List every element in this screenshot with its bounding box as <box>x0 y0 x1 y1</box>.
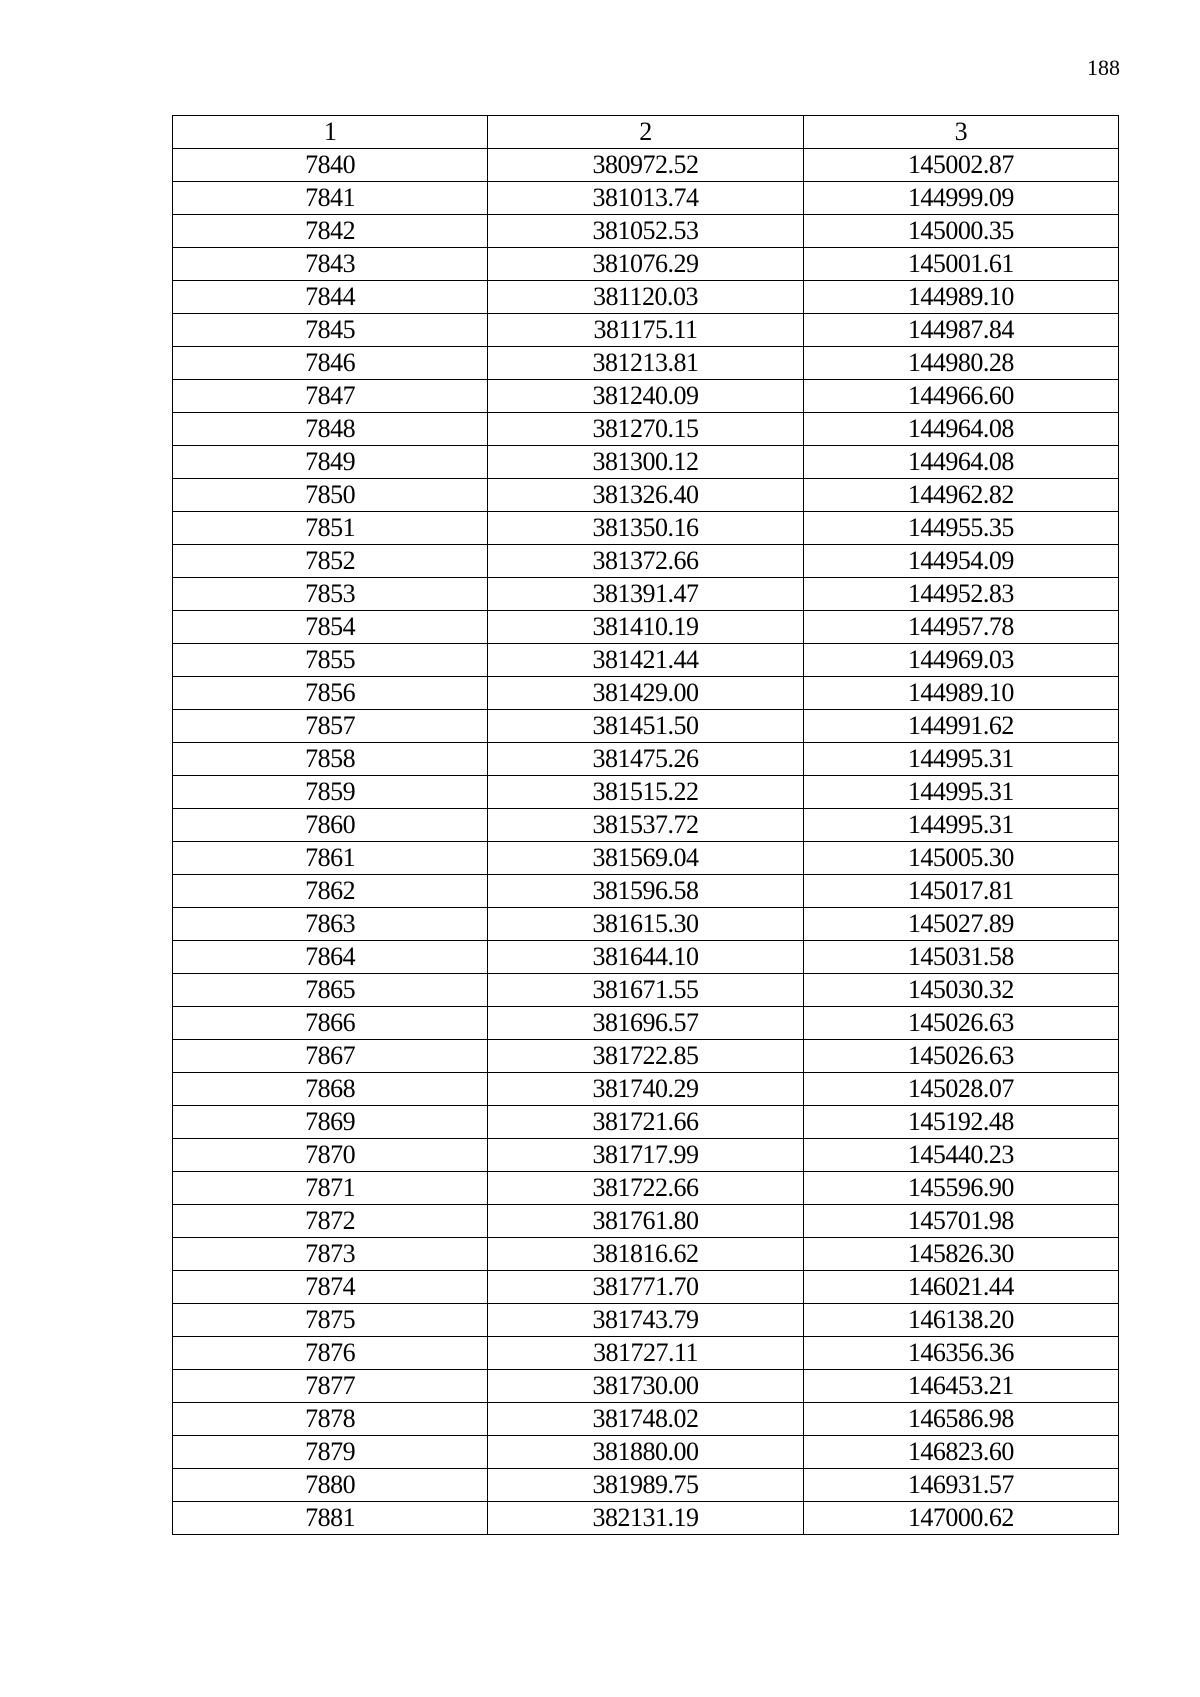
table-cell-col-1: 7855 <box>173 644 488 677</box>
table-cell-col-1: 7853 <box>173 578 488 611</box>
table-cell-col-3: 144954.09 <box>803 545 1118 578</box>
table-row <box>173 1007 1119 1040</box>
table-cell-col-3: 145017.81 <box>803 875 1118 908</box>
table-row <box>173 1073 1119 1106</box>
column-header-3: 3 <box>803 116 1118 149</box>
table-cell-col-1: 7865 <box>173 974 488 1007</box>
table-row <box>173 215 1119 248</box>
coordinates-table <box>172 115 1119 1535</box>
table-cell-col-1: 7842 <box>173 215 488 248</box>
table-row <box>173 1469 1119 1502</box>
table-cell-col-1: 7857 <box>173 710 488 743</box>
table-row <box>173 875 1119 908</box>
table-cell-col-2: 381816.62 <box>488 1238 803 1271</box>
table-row <box>173 512 1119 545</box>
table-row <box>173 908 1119 941</box>
table-cell-col-3: 144966.60 <box>803 380 1118 413</box>
table-cell-col-3: 144962.82 <box>803 479 1118 512</box>
table-cell-col-3: 144957.78 <box>803 611 1118 644</box>
table-cell-col-1: 7874 <box>173 1271 488 1304</box>
table-row <box>173 743 1119 776</box>
table-cell-col-1: 7861 <box>173 842 488 875</box>
table-cell-col-3: 145192.48 <box>803 1106 1118 1139</box>
table-cell-col-2: 382131.19 <box>488 1502 803 1535</box>
table-row <box>173 314 1119 347</box>
table-cell-col-1: 7877 <box>173 1370 488 1403</box>
table-cell-col-1: 7856 <box>173 677 488 710</box>
table-cell-col-2: 381350.16 <box>488 512 803 545</box>
table-cell-col-3: 144995.31 <box>803 743 1118 776</box>
table-body <box>173 149 1119 1535</box>
table-cell-col-2: 381569.04 <box>488 842 803 875</box>
column-header-2: 2 <box>488 116 803 149</box>
table-cell-col-2: 381880.00 <box>488 1436 803 1469</box>
table-cell-col-3: 145001.61 <box>803 248 1118 281</box>
table-row <box>173 842 1119 875</box>
table-cell-col-3: 144999.09 <box>803 182 1118 215</box>
table-cell-col-2: 381052.53 <box>488 215 803 248</box>
table-row <box>173 1205 1119 1238</box>
table-cell-col-2: 381596.58 <box>488 875 803 908</box>
table-cell-col-3: 146823.60 <box>803 1436 1118 1469</box>
table-cell-col-3: 144989.10 <box>803 677 1118 710</box>
table-row <box>173 1238 1119 1271</box>
table-cell-col-1: 7871 <box>173 1172 488 1205</box>
table-cell-col-1: 7854 <box>173 611 488 644</box>
table-cell-col-2: 381410.19 <box>488 611 803 644</box>
table-row <box>173 1139 1119 1172</box>
table-row <box>173 809 1119 842</box>
table-cell-col-1: 7850 <box>173 479 488 512</box>
table-row <box>173 1172 1119 1205</box>
table-cell-col-1: 7858 <box>173 743 488 776</box>
page-number: 188 <box>1087 55 1120 80</box>
table-cell-col-2: 381722.66 <box>488 1172 803 1205</box>
table-cell-col-1: 7844 <box>173 281 488 314</box>
table-cell-col-2: 381515.22 <box>488 776 803 809</box>
table-cell-col-3: 145701.98 <box>803 1205 1118 1238</box>
table-cell-col-2: 381391.47 <box>488 578 803 611</box>
table-cell-col-2: 381372.66 <box>488 545 803 578</box>
table-row <box>173 1403 1119 1436</box>
table-cell-col-1: 7862 <box>173 875 488 908</box>
table-header <box>173 116 1119 149</box>
table-cell-col-1: 7852 <box>173 545 488 578</box>
table-row <box>173 1271 1119 1304</box>
table-cell-col-3: 145596.90 <box>803 1172 1118 1205</box>
table-cell-col-1: 7864 <box>173 941 488 974</box>
table-cell-col-2: 381175.11 <box>488 314 803 347</box>
table-cell-col-1: 7872 <box>173 1205 488 1238</box>
table-cell-col-1: 7869 <box>173 1106 488 1139</box>
table-cell-col-1: 7845 <box>173 314 488 347</box>
table-cell-col-3: 145005.30 <box>803 842 1118 875</box>
table-cell-col-2: 381740.29 <box>488 1073 803 1106</box>
table-cell-col-2: 381475.26 <box>488 743 803 776</box>
table-cell-col-3: 144964.08 <box>803 446 1118 479</box>
table-cell-col-1: 7868 <box>173 1073 488 1106</box>
table-row <box>173 1337 1119 1370</box>
table-cell-col-3: 146356.36 <box>803 1337 1118 1370</box>
table-cell-col-2: 381717.99 <box>488 1139 803 1172</box>
table-cell-col-2: 381421.44 <box>488 644 803 677</box>
table-row <box>173 182 1119 215</box>
table-cell-col-3: 144987.84 <box>803 314 1118 347</box>
table-row <box>173 710 1119 743</box>
table-cell-col-3: 145002.87 <box>803 149 1118 182</box>
table-cell-col-1: 7840 <box>173 149 488 182</box>
table-cell-col-2: 381671.55 <box>488 974 803 1007</box>
table-cell-col-3: 145026.63 <box>803 1040 1118 1073</box>
table-cell-col-3: 144995.31 <box>803 776 1118 809</box>
table-cell-col-2: 381761.80 <box>488 1205 803 1238</box>
table-cell-col-2: 381743.79 <box>488 1304 803 1337</box>
table-row <box>173 380 1119 413</box>
table-cell-col-1: 7847 <box>173 380 488 413</box>
table-cell-col-3: 145028.07 <box>803 1073 1118 1106</box>
table-cell-col-3: 145030.32 <box>803 974 1118 1007</box>
table-cell-col-1: 7873 <box>173 1238 488 1271</box>
table-cell-col-1: 7881 <box>173 1502 488 1535</box>
table-cell-col-2: 381748.02 <box>488 1403 803 1436</box>
table-cell-col-3: 146021.44 <box>803 1271 1118 1304</box>
table-row <box>173 248 1119 281</box>
column-header-1: 1 <box>173 116 488 149</box>
table-cell-col-3: 144991.62 <box>803 710 1118 743</box>
table-row <box>173 1370 1119 1403</box>
table-cell-col-2: 381076.29 <box>488 248 803 281</box>
table-cell-col-2: 381771.70 <box>488 1271 803 1304</box>
table-cell-col-3: 146586.98 <box>803 1403 1118 1436</box>
table-row <box>173 941 1119 974</box>
table-cell-col-1: 7841 <box>173 182 488 215</box>
table-cell-col-2: 381696.57 <box>488 1007 803 1040</box>
table-cell-col-2: 381615.30 <box>488 908 803 941</box>
table-cell-col-1: 7859 <box>173 776 488 809</box>
table-cell-col-3: 145026.63 <box>803 1007 1118 1040</box>
table-cell-col-2: 380972.52 <box>488 149 803 182</box>
table-row <box>173 776 1119 809</box>
table-cell-col-3: 145031.58 <box>803 941 1118 974</box>
table-cell-col-1: 7880 <box>173 1469 488 1502</box>
table-cell-col-2: 381730.00 <box>488 1370 803 1403</box>
table-cell-col-3: 144995.31 <box>803 809 1118 842</box>
table-row <box>173 479 1119 512</box>
table-row <box>173 1304 1119 1337</box>
table-cell-col-1: 7851 <box>173 512 488 545</box>
table-cell-col-3: 145440.23 <box>803 1139 1118 1172</box>
table-cell-col-2: 381270.15 <box>488 413 803 446</box>
table-cell-col-2: 381213.81 <box>488 347 803 380</box>
table-cell-col-1: 7860 <box>173 809 488 842</box>
table-row <box>173 347 1119 380</box>
table-row <box>173 149 1119 182</box>
table-cell-col-1: 7878 <box>173 1403 488 1436</box>
table-cell-col-2: 381727.11 <box>488 1337 803 1370</box>
table-cell-col-2: 381721.66 <box>488 1106 803 1139</box>
table-cell-col-1: 7867 <box>173 1040 488 1073</box>
table-cell-col-3: 144952.83 <box>803 578 1118 611</box>
table-cell-col-3: 146931.57 <box>803 1469 1118 1502</box>
table-row <box>173 611 1119 644</box>
table-cell-col-2: 381120.03 <box>488 281 803 314</box>
table-cell-col-3: 144989.10 <box>803 281 1118 314</box>
table-cell-col-3: 147000.62 <box>803 1502 1118 1535</box>
table-cell-col-3: 144969.03 <box>803 644 1118 677</box>
table-cell-col-1: 7849 <box>173 446 488 479</box>
table-cell-col-3: 145027.89 <box>803 908 1118 941</box>
table-cell-col-2: 381722.85 <box>488 1040 803 1073</box>
table-row <box>173 644 1119 677</box>
table-cell-col-3: 146453.21 <box>803 1370 1118 1403</box>
table-row <box>173 545 1119 578</box>
table-cell-col-2: 381644.10 <box>488 941 803 974</box>
table-cell-col-2: 381240.09 <box>488 380 803 413</box>
table-cell-col-1: 7876 <box>173 1337 488 1370</box>
table-row <box>173 413 1119 446</box>
table-cell-col-1: 7843 <box>173 248 488 281</box>
table-cell-col-3: 145826.30 <box>803 1238 1118 1271</box>
table-cell-col-1: 7846 <box>173 347 488 380</box>
table-cell-col-1: 7863 <box>173 908 488 941</box>
table-cell-col-2: 381537.72 <box>488 809 803 842</box>
table-row <box>173 1436 1119 1469</box>
table-cell-col-2: 381013.74 <box>488 182 803 215</box>
table-cell-col-1: 7875 <box>173 1304 488 1337</box>
table-cell-col-3: 146138.20 <box>803 1304 1118 1337</box>
table-cell-col-1: 7866 <box>173 1007 488 1040</box>
table-cell-col-2: 381300.12 <box>488 446 803 479</box>
table-row <box>173 281 1119 314</box>
table-cell-col-3: 144980.28 <box>803 347 1118 380</box>
table-cell-col-3: 145000.35 <box>803 215 1118 248</box>
table-row <box>173 446 1119 479</box>
table-row <box>173 1106 1119 1139</box>
table-row <box>173 578 1119 611</box>
table-cell-col-3: 144964.08 <box>803 413 1118 446</box>
table-cell-col-1: 7848 <box>173 413 488 446</box>
table-cell-col-2: 381989.75 <box>488 1469 803 1502</box>
table-cell-col-3: 144955.35 <box>803 512 1118 545</box>
table-cell-col-1: 7870 <box>173 1139 488 1172</box>
table-cell-col-2: 381326.40 <box>488 479 803 512</box>
table-cell-col-1: 7879 <box>173 1436 488 1469</box>
table-row <box>173 1040 1119 1073</box>
table-row <box>173 1502 1119 1535</box>
table-cell-col-2: 381429.00 <box>488 677 803 710</box>
table-row <box>173 974 1119 1007</box>
header-row <box>173 116 1119 149</box>
table-row <box>173 677 1119 710</box>
table-cell-col-2: 381451.50 <box>488 710 803 743</box>
